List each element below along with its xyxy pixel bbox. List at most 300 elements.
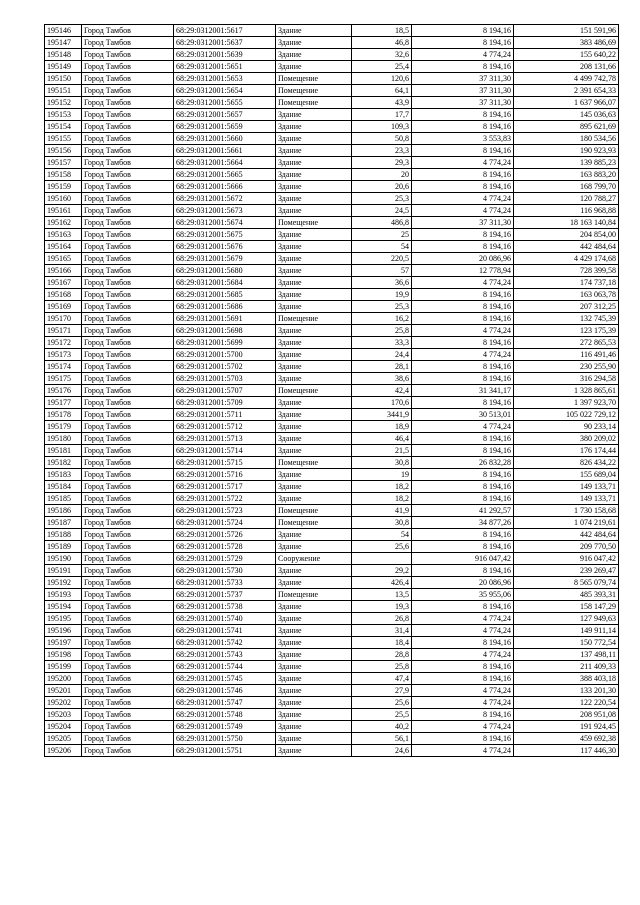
- cadastral-value-cell: 1 730 158,68: [514, 505, 619, 517]
- area-cell: 31,4: [352, 625, 412, 637]
- city-cell: Город Тамбов: [82, 457, 174, 469]
- specific-value-cell: 916 047,42: [412, 553, 514, 565]
- cadastral-value-cell: 485 393,31: [514, 589, 619, 601]
- row-number-cell: 195173: [45, 349, 82, 361]
- row-number-cell: 195187: [45, 517, 82, 529]
- row-number-cell: 195154: [45, 121, 82, 133]
- city-cell: Город Тамбов: [82, 505, 174, 517]
- city-cell: Город Тамбов: [82, 85, 174, 97]
- cadastral-number-cell: 68:29:0312001:5745: [174, 673, 276, 685]
- table-row: [45, 649, 619, 661]
- object-type-cell: Здание: [276, 709, 352, 721]
- cadastral-number-cell: 68:29:0312001:5740: [174, 613, 276, 625]
- cadastral-value-cell: 208 131,66: [514, 61, 619, 73]
- specific-value-cell: 4 774,24: [412, 721, 514, 733]
- object-type-cell: Здание: [276, 529, 352, 541]
- row-number-cell: 195172: [45, 337, 82, 349]
- table-row: [45, 397, 619, 409]
- area-cell: 24,5: [352, 205, 412, 217]
- object-type-cell: Здание: [276, 109, 352, 121]
- cadastral-value-cell: 123 175,39: [514, 325, 619, 337]
- object-type-cell: Здание: [276, 121, 352, 133]
- row-number-cell: 195178: [45, 409, 82, 421]
- cadastral-number-cell: 68:29:0312001:5660: [174, 133, 276, 145]
- cadastral-value-cell: 1 074 219,61: [514, 517, 619, 529]
- city-cell: Город Тамбов: [82, 673, 174, 685]
- table-row: [45, 49, 619, 61]
- row-number-cell: 195196: [45, 625, 82, 637]
- specific-value-cell: 8 194,16: [412, 313, 514, 325]
- city-cell: Город Тамбов: [82, 577, 174, 589]
- row-number-cell: 195160: [45, 193, 82, 205]
- area-cell: 54: [352, 241, 412, 253]
- row-number-cell: 195193: [45, 589, 82, 601]
- row-number-cell: 195147: [45, 37, 82, 49]
- cadastral-number-cell: 68:29:0312001:5684: [174, 277, 276, 289]
- row-number-cell: 195202: [45, 697, 82, 709]
- table-row: [45, 121, 619, 133]
- cadastral-value-cell: 4 499 742,78: [514, 73, 619, 85]
- area-cell: 120,6: [352, 73, 412, 85]
- object-type-cell: Здание: [276, 37, 352, 49]
- cadastral-number-cell: 68:29:0312001:5685: [174, 289, 276, 301]
- area-cell: 25,3: [352, 193, 412, 205]
- cadastral-value-cell: 208 951,08: [514, 709, 619, 721]
- city-cell: Город Тамбов: [82, 685, 174, 697]
- table-row: [45, 193, 619, 205]
- object-type-cell: Здание: [276, 205, 352, 217]
- specific-value-cell: 8 194,16: [412, 481, 514, 493]
- area-cell: 18,2: [352, 481, 412, 493]
- city-cell: Город Тамбов: [82, 649, 174, 661]
- row-number-cell: 195162: [45, 217, 82, 229]
- table-row: [45, 433, 619, 445]
- table-row: [45, 301, 619, 313]
- row-number-cell: 195159: [45, 181, 82, 193]
- cadastral-number-cell: 68:29:0312001:5702: [174, 361, 276, 373]
- table-row: [45, 577, 619, 589]
- cadastral-value-cell: 180 534,56: [514, 133, 619, 145]
- row-number-cell: 195199: [45, 661, 82, 673]
- area-cell: 17,7: [352, 109, 412, 121]
- specific-value-cell: 8 194,16: [412, 121, 514, 133]
- object-type-cell: Помещение: [276, 217, 352, 229]
- row-number-cell: 195164: [45, 241, 82, 253]
- table-row: [45, 613, 619, 625]
- area-cell: 64,1: [352, 85, 412, 97]
- area-cell: 29,3: [352, 157, 412, 169]
- area-cell: 25: [352, 229, 412, 241]
- cadastral-value-cell: 380 209,02: [514, 433, 619, 445]
- cadastral-number-cell: 68:29:0312001:5713: [174, 433, 276, 445]
- table-row: [45, 721, 619, 733]
- object-type-cell: Здание: [276, 601, 352, 613]
- specific-value-cell: 26 832,28: [412, 457, 514, 469]
- row-number-cell: 195185: [45, 493, 82, 505]
- cadastral-value-cell: 163 883,20: [514, 169, 619, 181]
- specific-value-cell: 37 311,30: [412, 97, 514, 109]
- table-row: [45, 697, 619, 709]
- table-row: [45, 289, 619, 301]
- area-cell: 42,4: [352, 385, 412, 397]
- specific-value-cell: 31 341,17: [412, 385, 514, 397]
- specific-value-cell: 8 194,16: [412, 169, 514, 181]
- object-type-cell: Здание: [276, 265, 352, 277]
- object-type-cell: Здание: [276, 145, 352, 157]
- cadastral-number-cell: 68:29:0312001:5746: [174, 685, 276, 697]
- city-cell: Город Тамбов: [82, 433, 174, 445]
- row-number-cell: 195155: [45, 133, 82, 145]
- object-type-cell: Здание: [276, 253, 352, 265]
- city-cell: Город Тамбов: [82, 265, 174, 277]
- specific-value-cell: 8 194,16: [412, 541, 514, 553]
- cadastral-value-cell: 127 949,63: [514, 613, 619, 625]
- table-row: [45, 625, 619, 637]
- table-row: [45, 637, 619, 649]
- area-cell: 13,5: [352, 589, 412, 601]
- cadastral-value-cell: 272 865,53: [514, 337, 619, 349]
- row-number-cell: 195166: [45, 265, 82, 277]
- city-cell: Город Тамбов: [82, 421, 174, 433]
- city-cell: Город Тамбов: [82, 445, 174, 457]
- row-number-cell: 195192: [45, 577, 82, 589]
- city-cell: Город Тамбов: [82, 289, 174, 301]
- city-cell: Город Тамбов: [82, 145, 174, 157]
- specific-value-cell: 8 194,16: [412, 733, 514, 745]
- area-cell: 38,6: [352, 373, 412, 385]
- table-row: [45, 661, 619, 673]
- row-number-cell: 195168: [45, 289, 82, 301]
- object-type-cell: Здание: [276, 349, 352, 361]
- table-row: [45, 505, 619, 517]
- city-cell: Город Тамбов: [82, 241, 174, 253]
- table-row: [45, 85, 619, 97]
- city-cell: Город Тамбов: [82, 205, 174, 217]
- cadastral-number-cell: 68:29:0312001:5675: [174, 229, 276, 241]
- city-cell: Город Тамбов: [82, 301, 174, 313]
- table-row: [45, 205, 619, 217]
- row-number-cell: 195206: [45, 745, 82, 757]
- cadastral-number-cell: 68:29:0312001:5672: [174, 193, 276, 205]
- row-number-cell: 195183: [45, 469, 82, 481]
- row-number-cell: 195158: [45, 169, 82, 181]
- row-number-cell: 195149: [45, 61, 82, 73]
- row-number-cell: 195191: [45, 565, 82, 577]
- table-row: [45, 169, 619, 181]
- row-number-cell: 195146: [45, 25, 82, 37]
- object-type-cell: Здание: [276, 625, 352, 637]
- table-row: [45, 349, 619, 361]
- area-cell: 486,8: [352, 217, 412, 229]
- cadastral-number-cell: 68:29:0312001:5737: [174, 589, 276, 601]
- object-type-cell: Помещение: [276, 589, 352, 601]
- cadastral-number-cell: 68:29:0312001:5717: [174, 481, 276, 493]
- table-row: [45, 565, 619, 577]
- row-number-cell: 195176: [45, 385, 82, 397]
- cadastral-value-cell: 4 429 174,68: [514, 253, 619, 265]
- specific-value-cell: 8 194,16: [412, 493, 514, 505]
- cadastral-number-cell: 68:29:0312001:5749: [174, 721, 276, 733]
- cadastral-value-cell: 826 434,22: [514, 457, 619, 469]
- cadastral-value-cell: 168 799,70: [514, 181, 619, 193]
- area-cell: 54: [352, 529, 412, 541]
- table-row: [45, 277, 619, 289]
- table-row: [45, 481, 619, 493]
- area-cell: 27,9: [352, 685, 412, 697]
- area-cell: 30,8: [352, 457, 412, 469]
- specific-value-cell: 8 194,16: [412, 373, 514, 385]
- table-row: [45, 541, 619, 553]
- object-type-cell: Помещение: [276, 313, 352, 325]
- object-type-cell: Здание: [276, 697, 352, 709]
- specific-value-cell: 4 774,24: [412, 697, 514, 709]
- specific-value-cell: 4 774,24: [412, 421, 514, 433]
- table-row: [45, 469, 619, 481]
- area-cell: 18,4: [352, 637, 412, 649]
- specific-value-cell: 4 774,24: [412, 625, 514, 637]
- cadastral-number-cell: 68:29:0312001:5700: [174, 349, 276, 361]
- specific-value-cell: 8 194,16: [412, 397, 514, 409]
- city-cell: Город Тамбов: [82, 493, 174, 505]
- cadastral-number-cell: 68:29:0312001:5715: [174, 457, 276, 469]
- cadastral-value-cell: 149 133,71: [514, 493, 619, 505]
- table-row: [45, 529, 619, 541]
- object-type-cell: Здание: [276, 733, 352, 745]
- cadastral-number-cell: 68:29:0312001:5730: [174, 565, 276, 577]
- area-cell: 25,3: [352, 301, 412, 313]
- city-cell: Город Тамбов: [82, 337, 174, 349]
- table-row: [45, 685, 619, 697]
- specific-value-cell: 12 778,94: [412, 265, 514, 277]
- area-cell: 19,9: [352, 289, 412, 301]
- table-row: [45, 181, 619, 193]
- object-type-cell: Здание: [276, 721, 352, 733]
- cadastral-value-cell: 239 269,47: [514, 565, 619, 577]
- specific-value-cell: 8 194,16: [412, 709, 514, 721]
- area-cell: 24,6: [352, 745, 412, 757]
- cadastral-number-cell: 68:29:0312001:5733: [174, 577, 276, 589]
- specific-value-cell: 8 194,16: [412, 529, 514, 541]
- cadastral-value-cell: 204 854,00: [514, 229, 619, 241]
- row-number-cell: 195179: [45, 421, 82, 433]
- cadastral-number-cell: 68:29:0312001:5661: [174, 145, 276, 157]
- row-number-cell: 195197: [45, 637, 82, 649]
- table-row: [45, 601, 619, 613]
- area-cell: 25,8: [352, 661, 412, 673]
- specific-value-cell: 8 194,16: [412, 25, 514, 37]
- cadastral-number-cell: 68:29:0312001:5698: [174, 325, 276, 337]
- specific-value-cell: 4 774,24: [412, 157, 514, 169]
- row-number-cell: 195201: [45, 685, 82, 697]
- cadastral-number-cell: 68:29:0312001:5674: [174, 217, 276, 229]
- area-cell: 47,4: [352, 673, 412, 685]
- area-cell: 109,3: [352, 121, 412, 133]
- specific-value-cell: 30 513,01: [412, 409, 514, 421]
- table-row: [45, 325, 619, 337]
- row-number-cell: 195156: [45, 145, 82, 157]
- object-type-cell: Помещение: [276, 517, 352, 529]
- cadastral-value-cell: 442 484,64: [514, 529, 619, 541]
- specific-value-cell: 37 311,30: [412, 85, 514, 97]
- cadastral-number-cell: 68:29:0312001:5728: [174, 541, 276, 553]
- area-cell: 36,6: [352, 277, 412, 289]
- area-cell: 21,5: [352, 445, 412, 457]
- row-number-cell: 195148: [45, 49, 82, 61]
- row-number-cell: 195204: [45, 721, 82, 733]
- cadastral-number-cell: 68:29:0312001:5723: [174, 505, 276, 517]
- cadastral-number-cell: 68:29:0312001:5666: [174, 181, 276, 193]
- cadastral-number-cell: 68:29:0312001:5657: [174, 109, 276, 121]
- city-cell: Город Тамбов: [82, 745, 174, 757]
- table-row: [45, 61, 619, 73]
- cadastral-number-cell: 68:29:0312001:5722: [174, 493, 276, 505]
- cadastral-value-cell: 209 770,50: [514, 541, 619, 553]
- area-cell: 25,6: [352, 541, 412, 553]
- row-number-cell: 195195: [45, 613, 82, 625]
- city-cell: Город Тамбов: [82, 733, 174, 745]
- cadastral-value-cell: 133 201,30: [514, 685, 619, 697]
- city-cell: Город Тамбов: [82, 469, 174, 481]
- cadastral-number-cell: 68:29:0312001:5712: [174, 421, 276, 433]
- object-type-cell: Помещение: [276, 85, 352, 97]
- object-type-cell: Помещение: [276, 385, 352, 397]
- row-number-cell: 195198: [45, 649, 82, 661]
- area-cell: [352, 553, 412, 565]
- object-type-cell: Помещение: [276, 505, 352, 517]
- area-cell: 170,6: [352, 397, 412, 409]
- area-cell: 26,8: [352, 613, 412, 625]
- city-cell: Город Тамбов: [82, 721, 174, 733]
- city-cell: Город Тамбов: [82, 97, 174, 109]
- area-cell: 24,4: [352, 349, 412, 361]
- area-cell: 18,9: [352, 421, 412, 433]
- specific-value-cell: 8 194,16: [412, 229, 514, 241]
- city-cell: Город Тамбов: [82, 397, 174, 409]
- row-number-cell: 195186: [45, 505, 82, 517]
- area-cell: 43,9: [352, 97, 412, 109]
- city-cell: Город Тамбов: [82, 61, 174, 73]
- cadastral-number-cell: 68:29:0312001:5699: [174, 337, 276, 349]
- cadastral-value-cell: 18 163 140,84: [514, 217, 619, 229]
- cadastral-number-cell: 68:29:0312001:5653: [174, 73, 276, 85]
- city-cell: Город Тамбов: [82, 481, 174, 493]
- cadastral-value-cell: 150 772,54: [514, 637, 619, 649]
- cadastral-number-cell: 68:29:0312001:5703: [174, 373, 276, 385]
- table-row: [45, 733, 619, 745]
- cadastral-value-cell: 459 692,38: [514, 733, 619, 745]
- cadastral-number-cell: 68:29:0312001:5726: [174, 529, 276, 541]
- row-number-cell: 195157: [45, 157, 82, 169]
- area-cell: 29,2: [352, 565, 412, 577]
- city-cell: Город Тамбов: [82, 25, 174, 37]
- city-cell: Город Тамбов: [82, 553, 174, 565]
- cadastral-number-cell: 68:29:0312001:5639: [174, 49, 276, 61]
- specific-value-cell: 8 194,16: [412, 61, 514, 73]
- specific-value-cell: 8 194,16: [412, 109, 514, 121]
- city-cell: Город Тамбов: [82, 661, 174, 673]
- area-cell: 28,8: [352, 649, 412, 661]
- object-type-cell: Здание: [276, 445, 352, 457]
- cadastral-value-cell: 139 885,23: [514, 157, 619, 169]
- object-type-cell: Здание: [276, 637, 352, 649]
- city-cell: Город Тамбов: [82, 349, 174, 361]
- object-type-cell: Помещение: [276, 73, 352, 85]
- object-type-cell: Здание: [276, 613, 352, 625]
- specific-value-cell: 8 194,16: [412, 37, 514, 49]
- object-type-cell: Здание: [276, 493, 352, 505]
- specific-value-cell: 8 194,16: [412, 637, 514, 649]
- row-number-cell: 195150: [45, 73, 82, 85]
- city-cell: Город Тамбов: [82, 157, 174, 169]
- cadastral-number-cell: 68:29:0312001:5748: [174, 709, 276, 721]
- area-cell: 426,4: [352, 577, 412, 589]
- object-type-cell: Здание: [276, 169, 352, 181]
- specific-value-cell: 4 774,24: [412, 685, 514, 697]
- cadastral-number-cell: 68:29:0312001:5750: [174, 733, 276, 745]
- cadastral-value-cell: 207 312,25: [514, 301, 619, 313]
- city-cell: Город Тамбов: [82, 613, 174, 625]
- table-row: [45, 421, 619, 433]
- city-cell: Город Тамбов: [82, 193, 174, 205]
- cadastral-value-cell: 137 498,11: [514, 649, 619, 661]
- cadastral-value-cell: 132 745,39: [514, 313, 619, 325]
- specific-value-cell: 4 774,24: [412, 613, 514, 625]
- object-type-cell: Здание: [276, 541, 352, 553]
- object-type-cell: Здание: [276, 565, 352, 577]
- city-cell: Город Тамбов: [82, 325, 174, 337]
- table-row: [45, 133, 619, 145]
- row-number-cell: 195180: [45, 433, 82, 445]
- city-cell: Город Тамбов: [82, 601, 174, 613]
- table-row: [45, 217, 619, 229]
- city-cell: Город Тамбов: [82, 517, 174, 529]
- row-number-cell: 195194: [45, 601, 82, 613]
- cadastral-value-cell: 155 689,04: [514, 469, 619, 481]
- specific-value-cell: 20 086,96: [412, 577, 514, 589]
- table-row: [45, 457, 619, 469]
- cadastral-value-cell: 316 294,58: [514, 373, 619, 385]
- cadastral-number-cell: 68:29:0312001:5664: [174, 157, 276, 169]
- area-cell: 56,1: [352, 733, 412, 745]
- table-row: [45, 337, 619, 349]
- cadastral-value-cell: 149 911,14: [514, 625, 619, 637]
- table-row: [45, 265, 619, 277]
- object-type-cell: Здание: [276, 241, 352, 253]
- cadastral-value-cell: 163 063,78: [514, 289, 619, 301]
- cadastral-number-cell: 68:29:0312001:5655: [174, 97, 276, 109]
- row-number-cell: 195205: [45, 733, 82, 745]
- cadastral-value-cell: 728 399,58: [514, 265, 619, 277]
- table-row: [45, 361, 619, 373]
- object-type-cell: Сооружение: [276, 553, 352, 565]
- cadastral-value-cell: 916 047,42: [514, 553, 619, 565]
- cadastral-value-cell: 230 255,90: [514, 361, 619, 373]
- city-cell: Город Тамбов: [82, 109, 174, 121]
- city-cell: Город Тамбов: [82, 181, 174, 193]
- table-row: [45, 385, 619, 397]
- city-cell: Город Тамбов: [82, 637, 174, 649]
- specific-value-cell: 8 194,16: [412, 145, 514, 157]
- area-cell: 18,2: [352, 493, 412, 505]
- cadastral-value-cell: 145 036,63: [514, 109, 619, 121]
- cadastral-number-cell: 68:29:0312001:5680: [174, 265, 276, 277]
- specific-value-cell: 8 194,16: [412, 445, 514, 457]
- area-cell: 20,6: [352, 181, 412, 193]
- area-cell: 19: [352, 469, 412, 481]
- specific-value-cell: 8 194,16: [412, 673, 514, 685]
- specific-value-cell: 8 194,16: [412, 241, 514, 253]
- table-row: [45, 25, 619, 37]
